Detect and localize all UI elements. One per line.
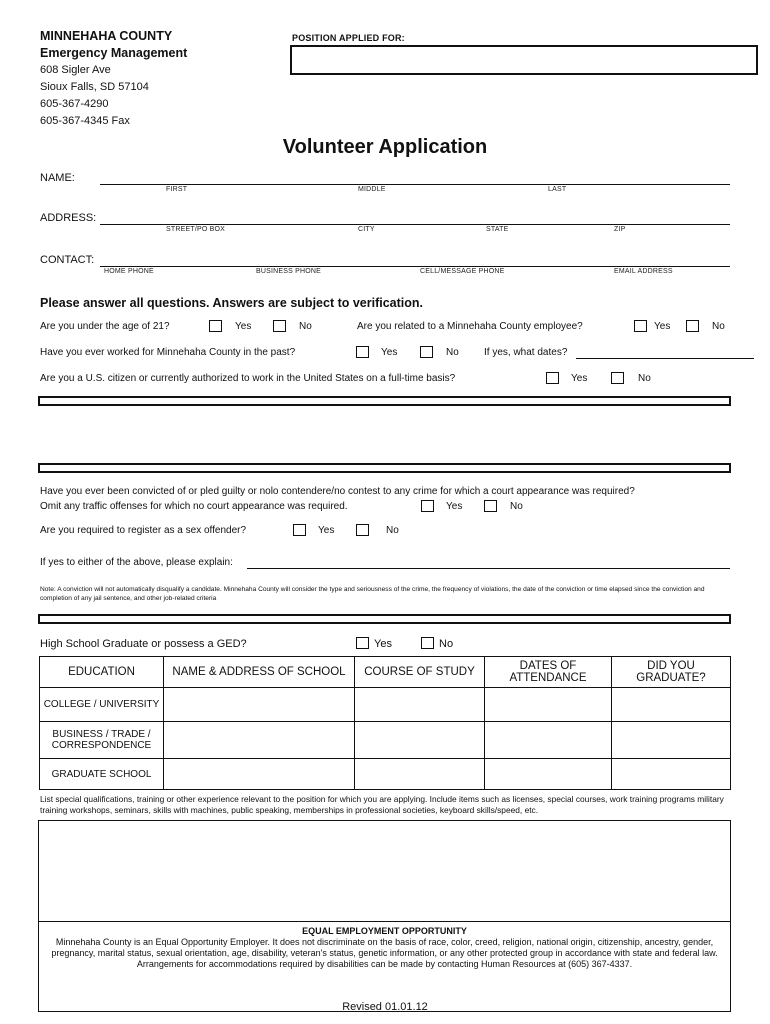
divider-bar	[38, 396, 731, 406]
header-school: NAME & ADDRESS OF SCHOOL	[164, 657, 355, 688]
related-no-checkbox[interactable]	[686, 320, 699, 332]
qualifications-instructions: List special qualifications, training or other experience relevant to the position for which you are applying. Include items such as licenses, special courses, work training programs military training workshops, seminars, skills with machines, public speaking, memberships in professional societies, keyboard skills/speed, etc.	[40, 794, 724, 815]
position-label: POSITION APPLIED FOR:	[292, 33, 405, 43]
zip-sublabel: ZIP	[614, 226, 626, 233]
question-convicted: Have you ever been convicted of or pled guilty or nolo contendere/no contest to any crime for which a court appearance was required?	[40, 486, 635, 497]
sex-offender-no-checkbox[interactable]	[356, 524, 369, 536]
org-address-line1: 608 Sigler Ave	[40, 64, 111, 76]
sex-offender-yes-checkbox[interactable]	[293, 524, 306, 536]
page-title: Volunteer Application	[282, 136, 488, 158]
explain-field[interactable]	[247, 568, 730, 569]
question-citizen: Are you a U.S. citizen or currently authorized to work in the United States on a full-time basis?	[40, 373, 456, 384]
middle-sublabel: MIDDLE	[358, 186, 386, 193]
eeo-divider	[38, 921, 731, 922]
worked-yes-label: Yes	[381, 347, 398, 358]
sex-offender-yes-label: Yes	[318, 525, 335, 536]
name-field[interactable]	[100, 184, 730, 185]
course-cell[interactable]	[355, 759, 485, 790]
row-label: GRADUATE SCHOOL	[40, 759, 164, 790]
address-field[interactable]	[100, 224, 730, 225]
address-label: ADDRESS:	[40, 212, 97, 224]
worked-dates-field[interactable]	[576, 358, 754, 359]
revision-date: Revised 01.01.12	[342, 1001, 428, 1013]
header-course: COURSE OF STUDY	[355, 657, 485, 688]
row-label: COLLEGE / UNIVERSITY	[40, 688, 164, 722]
org-address-line2: Sioux Falls, SD 57104	[40, 81, 149, 93]
age-yes-checkbox[interactable]	[209, 320, 222, 332]
school-cell[interactable]	[164, 759, 355, 790]
citizen-yes-checkbox[interactable]	[546, 372, 559, 384]
cell-phone-sublabel: CELL/MESSAGE PHONE	[420, 268, 505, 275]
convicted-no-checkbox[interactable]	[484, 500, 497, 512]
email-sublabel: EMAIL ADDRESS	[614, 268, 673, 275]
graduate-cell[interactable]	[612, 688, 731, 722]
school-cell[interactable]	[164, 688, 355, 722]
citizen-no-label: No	[638, 373, 651, 384]
business-phone-sublabel: BUSINESS PHONE	[256, 268, 322, 275]
last-sublabel: LAST	[548, 186, 567, 193]
header-graduate: DID YOU GRADUATE?	[612, 657, 731, 688]
eeo-text: Minnehaha County is an Equal Opportunity Employer. It does not discriminate on the basis of race, color, creed, religion, national origin, citizenship, ancestry, gender, pregnancy, marital status, sexual orientation, age, disability, veteran's status, genetic information, or any other protected group in accordance with state and federal law. Arrangements for accommodations required by disabilities can be made by contacting Human Resources at (605) 367-4337.	[51, 937, 718, 969]
table-header-row	[40, 657, 731, 688]
qualifications-box[interactable]	[38, 820, 731, 1012]
sex-offender-no-label: No	[386, 525, 399, 536]
citizen-no-checkbox[interactable]	[611, 372, 624, 384]
contact-field[interactable]	[100, 266, 730, 267]
header-education: EDUCATION	[40, 657, 164, 688]
convicted-yes-checkbox[interactable]	[421, 500, 434, 512]
first-sublabel: FIRST	[166, 186, 188, 193]
school-cell[interactable]	[164, 722, 355, 759]
table-row	[40, 759, 731, 790]
divider-bar	[38, 463, 731, 473]
row-label: BUSINESS / TRADE / CORRESPONDENCE	[40, 722, 164, 759]
ged-yes-label: Yes	[374, 638, 392, 650]
question-explain: If yes to either of the above, please explain:	[40, 557, 233, 568]
age-yes-label: Yes	[235, 321, 252, 332]
education-table	[39, 656, 731, 790]
course-cell[interactable]	[355, 722, 485, 759]
street-sublabel: STREET/PO BOX	[166, 226, 225, 233]
ged-no-label: No	[439, 638, 454, 650]
age-no-label: No	[299, 321, 312, 332]
graduate-cell[interactable]	[612, 759, 731, 790]
question-ged: High School Graduate or possess a GED?	[40, 638, 247, 650]
question-convicted-note: Omit any traffic offenses for which no court appearance was required.	[40, 501, 348, 512]
convicted-no-label: No	[510, 501, 523, 512]
org-department: Emergency Management	[40, 46, 188, 60]
related-yes-label: Yes	[654, 321, 671, 332]
related-no-label: No	[712, 321, 725, 332]
position-field[interactable]	[290, 45, 758, 75]
worked-no-label: No	[446, 347, 459, 358]
graduate-cell[interactable]	[612, 722, 731, 759]
question-sex-offender: Are you required to register as a sex offender?	[40, 525, 247, 536]
city-sublabel: CITY	[358, 226, 375, 233]
table-row	[40, 688, 731, 722]
org-phone: 605-367-4290	[40, 98, 109, 110]
instructions-heading: Please answer all questions. Answers are subject to verification.	[40, 296, 424, 310]
home-phone-sublabel: HOME PHONE	[104, 268, 154, 275]
contact-label: CONTACT:	[40, 254, 95, 266]
question-related: Are you related to a Minnehaha County employee?	[357, 321, 583, 332]
conviction-note: Note: A conviction will not automatically disqualify a candidate. Minnehaha County will consider the type and seriousness of the crime, the frequency of violations, the date of the conviction or time elapsed since the conviction and completion of any jail sentence, and other job-related criteria	[40, 586, 705, 602]
eeo-title: EQUAL EMPLOYMENT OPPORTUNITY	[302, 926, 467, 936]
name-label: NAME:	[40, 172, 75, 184]
citizen-yes-label: Yes	[571, 373, 588, 384]
ged-no-checkbox[interactable]	[421, 637, 434, 649]
divider-bar	[38, 614, 731, 624]
related-yes-checkbox[interactable]	[634, 320, 647, 332]
age-no-checkbox[interactable]	[273, 320, 286, 332]
header-dates: DATES OF ATTENDANCE	[485, 657, 612, 688]
org-name: MINNEHAHA COUNTY	[40, 29, 173, 43]
question-age: Are you under the age of 21?	[40, 321, 170, 332]
ged-yes-checkbox[interactable]	[356, 637, 369, 649]
dates-cell[interactable]	[485, 759, 612, 790]
worked-no-checkbox[interactable]	[420, 346, 433, 358]
dates-cell[interactable]	[485, 688, 612, 722]
dates-cell[interactable]	[485, 722, 612, 759]
worked-dates-label: If yes, what dates?	[484, 347, 568, 358]
org-fax: 605-367-4345 Fax	[40, 115, 130, 127]
course-cell[interactable]	[355, 688, 485, 722]
convicted-yes-label: Yes	[446, 501, 463, 512]
state-sublabel: STATE	[486, 226, 509, 233]
question-worked: Have you ever worked for Minnehaha County in the past?	[40, 347, 296, 358]
worked-yes-checkbox[interactable]	[356, 346, 369, 358]
table-row	[40, 722, 731, 759]
